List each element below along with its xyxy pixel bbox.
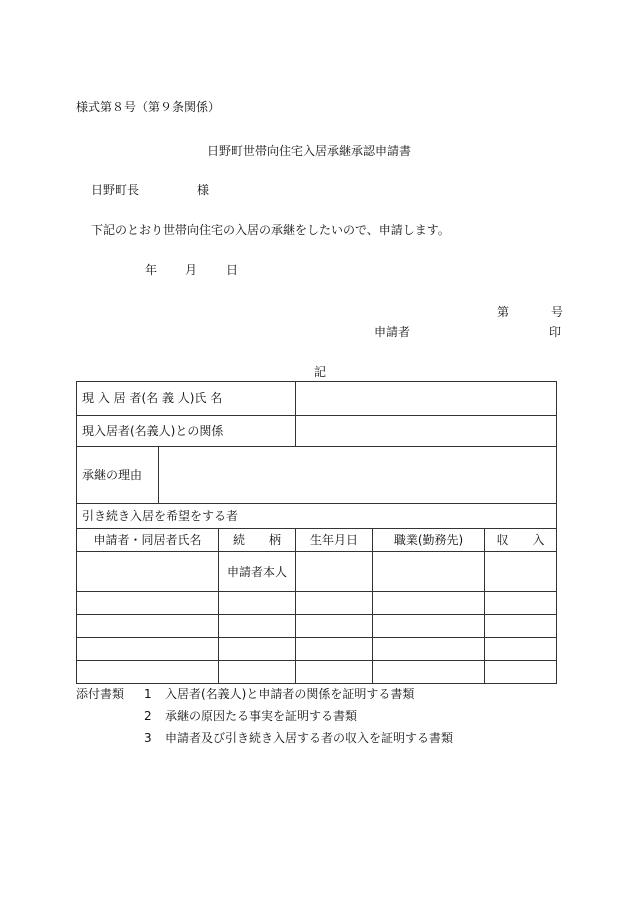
- current-resident-name-field[interactable]: [296, 382, 557, 416]
- col-header-occupation: 職業(勤務先): [373, 529, 485, 552]
- attachments-label: 添付書類: [76, 687, 125, 701]
- member-income-cell[interactable]: [485, 638, 557, 661]
- member-relation-cell: 申請者本人: [219, 552, 296, 592]
- table-row: [77, 615, 557, 638]
- addressee-name: 日野町長: [91, 183, 140, 197]
- ki-heading: 記: [314, 365, 327, 379]
- member-income-cell[interactable]: [485, 552, 557, 592]
- member-occupation-cell[interactable]: [373, 661, 485, 684]
- page-title: 日野町世帯向住宅入居承継承認申請書: [207, 144, 412, 158]
- member-name-cell[interactable]: [77, 552, 219, 592]
- member-occupation-cell[interactable]: [373, 638, 485, 661]
- table-row: [77, 552, 557, 592]
- member-name-cell[interactable]: [77, 638, 219, 661]
- member-occupation-cell[interactable]: [373, 615, 485, 638]
- doc-number-go: 号: [551, 305, 564, 319]
- attachment-number: 3: [144, 731, 152, 745]
- member-name-cell[interactable]: [77, 592, 219, 615]
- date-month: 月: [185, 263, 198, 277]
- member-birthdate-cell[interactable]: [296, 552, 373, 592]
- relationship-field[interactable]: [296, 416, 557, 447]
- attachment-number: 1: [144, 687, 152, 701]
- table-row: [77, 592, 557, 615]
- attachment-item: 入居者(名義人)と申請者の関係を証明する書類: [165, 687, 415, 701]
- member-income-cell[interactable]: [485, 592, 557, 615]
- form-number: 様式第８号（第９条関係）: [76, 100, 221, 114]
- intro-text: 下記のとおり世帯向住宅の入居の承継をしたいので、申請します。: [91, 223, 450, 237]
- member-birthdate-cell[interactable]: [296, 661, 373, 684]
- reason-label: 承継の理由: [77, 447, 159, 504]
- doc-number-dai: 第: [497, 305, 510, 319]
- col-header-relation: 続 柄: [219, 529, 296, 552]
- member-relation-cell[interactable]: [219, 661, 296, 684]
- member-occupation-cell[interactable]: [373, 592, 485, 615]
- member-relation-cell[interactable]: [219, 638, 296, 661]
- application-table: [76, 381, 557, 684]
- col-header-birthdate: 生年月日: [296, 529, 373, 552]
- member-birthdate-cell[interactable]: [296, 615, 373, 638]
- date-year: 年: [145, 263, 158, 277]
- member-income-cell[interactable]: [485, 615, 557, 638]
- member-birthdate-cell[interactable]: [296, 638, 373, 661]
- successors-header: 引き続き入居を希望をする者: [77, 504, 557, 529]
- attachment-number: 2: [144, 709, 152, 723]
- col-header-name: 申請者・同居者氏名: [77, 529, 219, 552]
- member-name-cell[interactable]: [77, 615, 219, 638]
- current-resident-name-label: 現 入 居 者(名 義 人)氏 名: [77, 382, 296, 416]
- member-name-cell[interactable]: [77, 661, 219, 684]
- member-occupation-cell[interactable]: [373, 552, 485, 592]
- date-day: 日: [226, 263, 239, 277]
- col-header-income: 収 入: [485, 529, 557, 552]
- relationship-label: 現入居者(名義人)との関係: [77, 416, 296, 447]
- addressee-honorific: 様: [197, 183, 210, 197]
- member-relation-cell[interactable]: [219, 615, 296, 638]
- attachment-item: 申請者及び引き続き入居する者の収入を証明する書類: [165, 731, 454, 745]
- member-birthdate-cell[interactable]: [296, 592, 373, 615]
- attachment-item: 承継の原因たる事実を証明する書類: [165, 709, 358, 723]
- member-income-cell[interactable]: [485, 661, 557, 684]
- table-row: [77, 661, 557, 684]
- applicant-label: 申請者: [374, 325, 411, 339]
- seal-mark: 印: [549, 325, 562, 339]
- reason-field[interactable]: [159, 447, 557, 504]
- table-row: [77, 638, 557, 661]
- member-relation-cell[interactable]: [219, 592, 296, 615]
